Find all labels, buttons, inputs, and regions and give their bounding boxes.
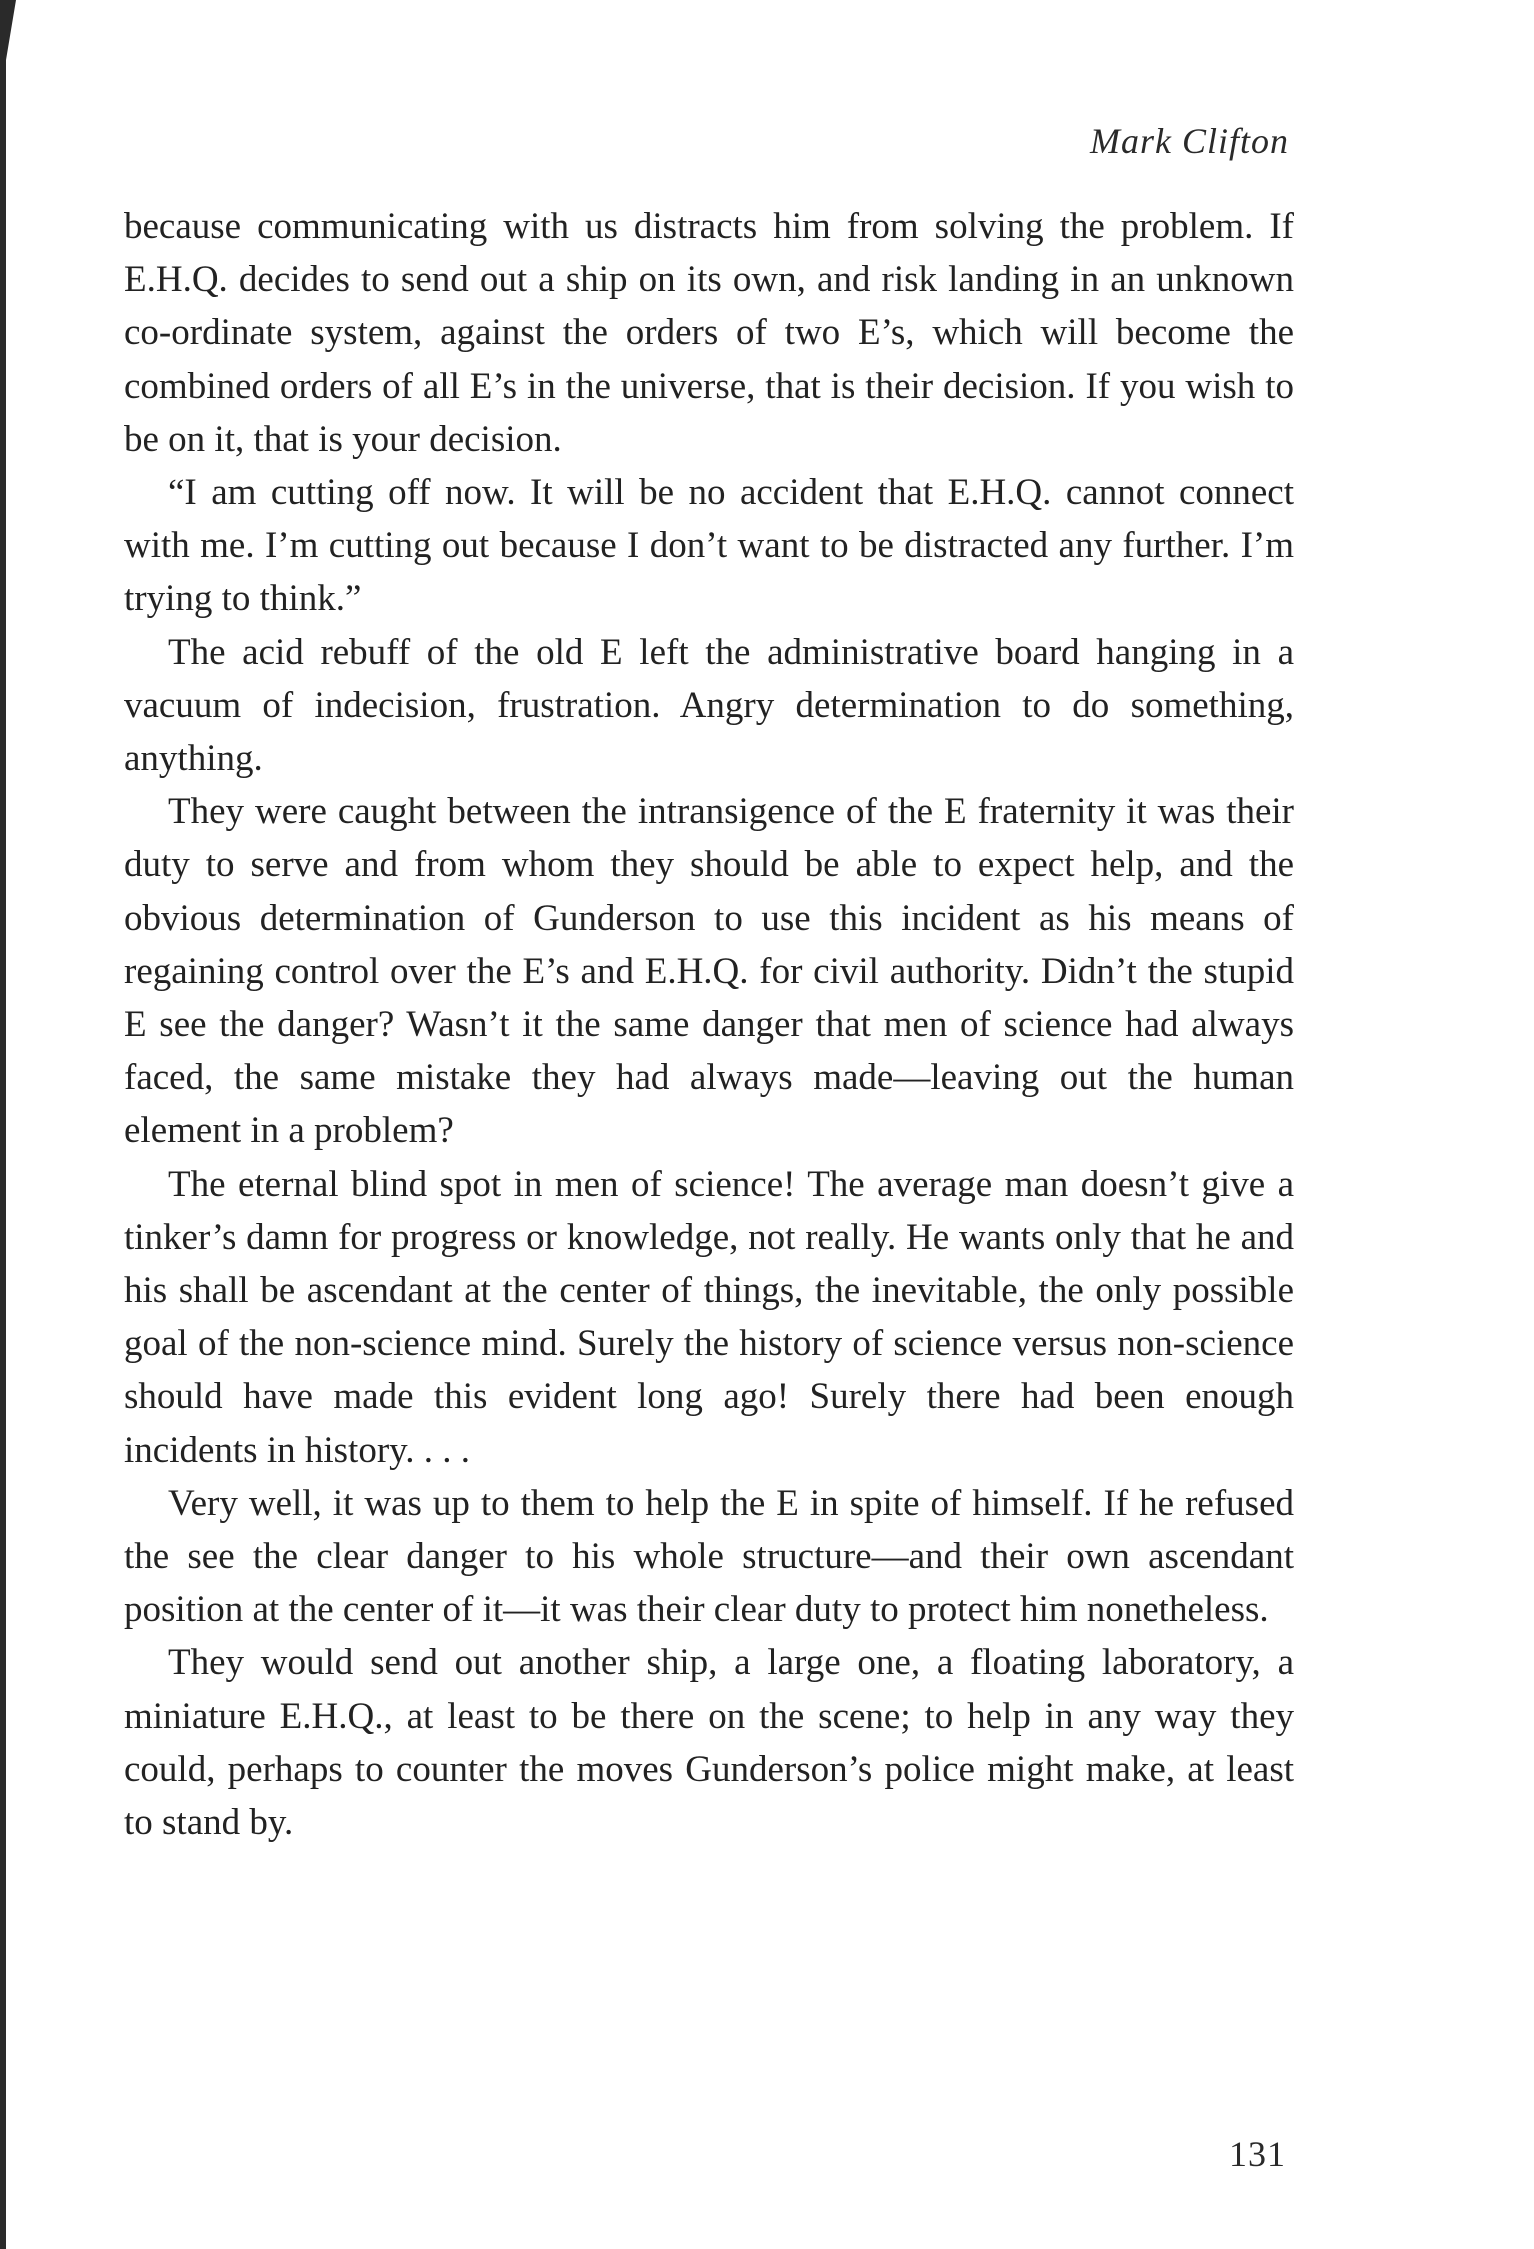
- binding-notch: [6, 0, 16, 60]
- paragraph-2: “I am cutting off now. It will be no accident that E.H.Q. cannot connect with me. I’m cutting out because I don’t want to be distracted any further. I’m trying to think.”: [124, 472, 1294, 620]
- running-head-author: Mark Clifton: [1090, 121, 1289, 161]
- paragraph-5: The eternal blind spot in men of science! The average man doesn’t give a tinker’s damn for progress or knowledge, not really. He wants only that he and his shall be ascendant at the center of things, the inevitable, the only possible goal of the non-science mind. Surely the history of science versus non-science should have made this evident long ago! Surely there had been enough incidents in history. . . .: [124, 1163, 1294, 1471]
- binding-edge: [0, 0, 6, 2249]
- body-text: [124, 200, 1294, 1849]
- paragraph-6: Very well, it was up to them to help the E in spite of himself. If he refused the see the clear danger to his whole structure—and their own ascendant position at the center of it—it was their clear duty to protect him nonetheless.: [124, 1482, 1294, 1631]
- paragraph-3: The acid rebuff of the old E left the administrative board hanging in a vacuum of indecision, frustration. Angry determination to do something, anything.: [124, 631, 1294, 780]
- paragraph-4: They were caught between the intransigence of the E fraternity it was their duty to serve and from whom they should be able to expect help, and the obvious determination of Gunderson to use this incident as his means of regaining control over the E’s and E.H.Q. for civil authority. Didn’t the stupid E see the danger? Wasn’t it the same danger that men of science had always faced, the same mistake they had always made—leaving out the human element in a problem?: [124, 791, 1294, 1152]
- page-number: 131: [1229, 2134, 1286, 2174]
- paragraph-7: They would send out another ship, a large one, a floating laboratory, a miniature E.H.Q., at least to be there on the scene; to help in any way they could, perhaps to counter the moves Gunderson’s police might make, at least to stand by.: [124, 1642, 1294, 1844]
- paragraph-1: because communicating with us distracts him from solving the problem. If E.H.Q. decides to send out a ship on its own, and risk landing in an unknown co-ordinate system, against the orders of two E’s, which will become the combined orders of all E’s in the universe, that is their decision. If you wish to be on it, that is your decision.: [124, 206, 1294, 460]
